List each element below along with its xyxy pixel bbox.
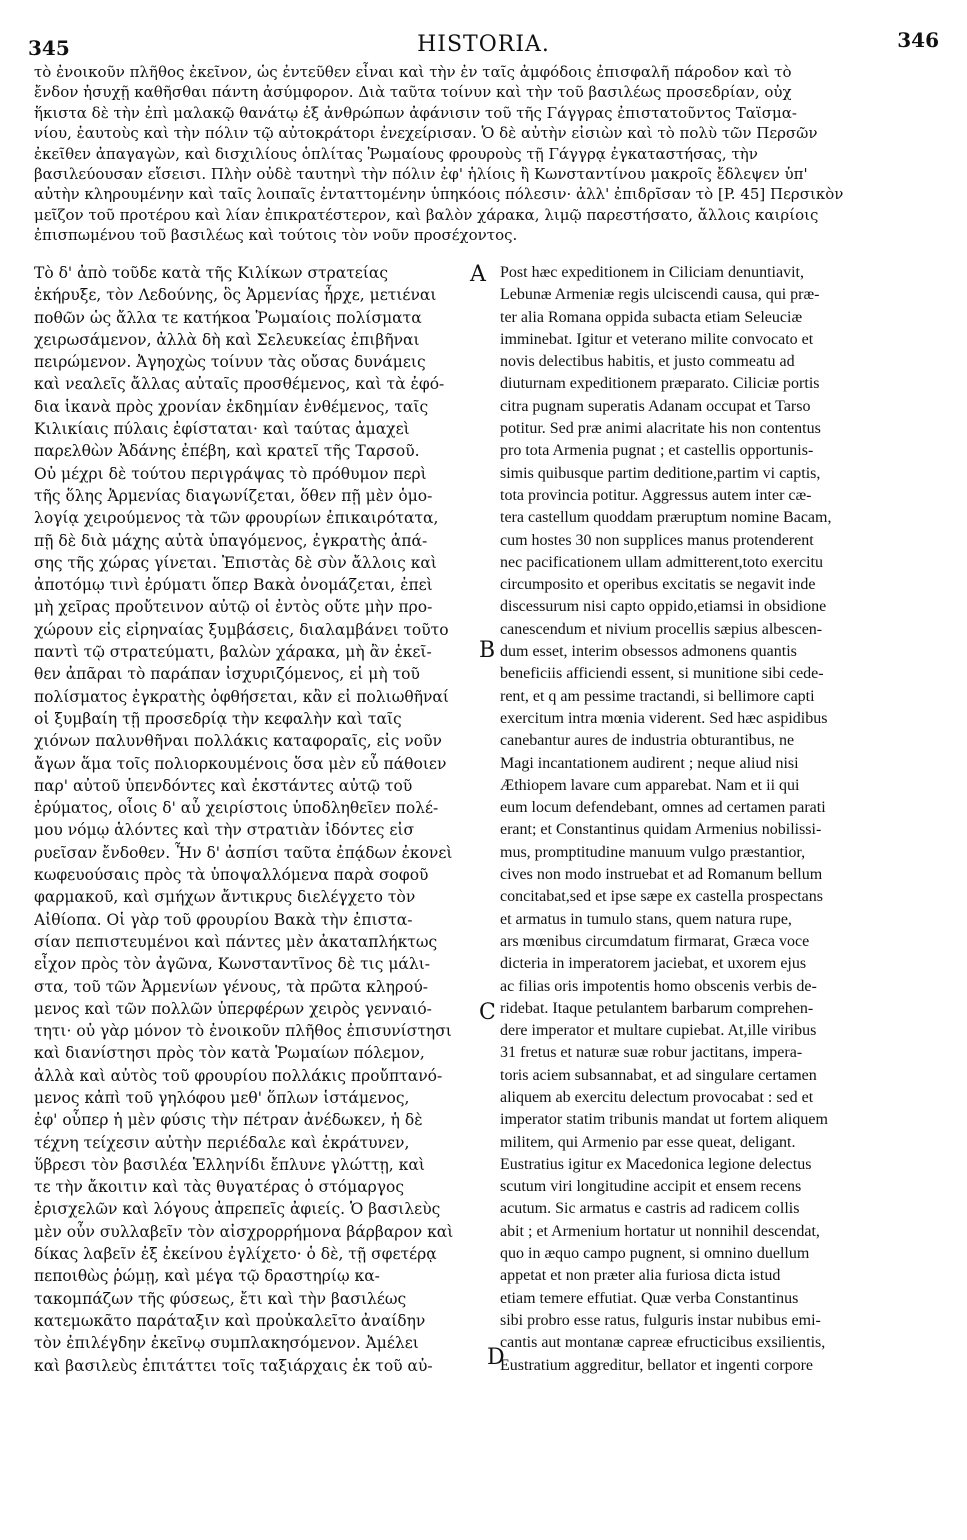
greek-text-line: λογίᾳ χειρούμενος τὰ τῶν φρουρίων ἐπικαιρότατα, (34, 509, 439, 528)
latin-text-line: cum hostes 30 non supplices manus protenderent (500, 531, 814, 549)
latin-text-line: potitur. Sed præ animi alacritate his non contentus (500, 420, 821, 438)
page-number-left: 345 (28, 36, 70, 60)
margin-marker-c: C (479, 1000, 496, 1025)
greek-text-line: δια ἱκανὰ πρὸς χρονίαν ἐκδημίαν ἐνθέμενος, ταῖς (34, 397, 429, 416)
latin-text-line: pro tota Armenia pugnat ; et castellis opportunis- (500, 442, 814, 460)
greek-text-line: μενος καὶ τῶν πολλῶν ὑπερφέρων χειρὸς γενναιό- (34, 999, 432, 1018)
greek-text-line: ἄγων ἅμα τοῖς πολιορκουμένοις ὅσα μὲν εὖ πάθοιεν (34, 754, 447, 773)
latin-text-line: rent, et q am pessime tractandi, si bellimore capti (500, 687, 815, 705)
latin-text-line: mus, promptitudine manuum vulgo præstantior, (500, 843, 806, 861)
margin-marker-a: A (470, 262, 486, 287)
greek-text-line: σίαν πεπιστευμένοι καὶ πάντες μὲν ἀκαταπλήκτως (34, 932, 438, 951)
greek-text-line: Κιλικίαις πύλαις ἐφίσταται· καὶ ταύτας ἀμαχεὶ (34, 420, 410, 439)
greek-text-line: καὶ διανίστησι πρὸς τὸν κατὰ Ῥωμαίων πόλεμον, (34, 1044, 425, 1063)
greek-text-line: παρελθὼν Ἀδάνης ἐπέβη, καὶ κρατεῖ τῆς Ταρσοῦ. (34, 442, 420, 461)
greek-text-line: μὲν οὖν συλλαβεῖν τὸν αἰσχρορρήμονα βάρβαρον καὶ (34, 1222, 454, 1241)
greek-text-line: παρ' αὐτοῦ ὑπενδόντες καὶ ἐκστάντες αὐτῷ τοῦ (34, 776, 413, 795)
greek-text-line: πολίσματος ἐγκρατὴς ὀφθήσεται, κἂν εἰ πολιωθῆναί (34, 687, 449, 706)
text-line: βασιλεύουσαν εἴσεισι. Πλὴν οὐδὲ ταυτηνὶ τὴν πόλιν ἐφ' ἡλίοις ἢ Κωνσταντίνου μακροῖς ἔδλεψεν ὑπ' (34, 165, 808, 184)
latin-text-line: ars mœnibus circumdatum firmarat, Græca voce (500, 932, 810, 950)
latin-text-line: toris aciem subsannabat, et ad singulare certamen (500, 1066, 817, 1084)
greek-text-line: Αἰθίοπα. Οἱ γὰρ τοῦ φρουρίου Βακὰ τὴν ἐπιστα- (34, 910, 413, 929)
latin-text-line: eum locum defendebant, omnes ad certamen parati (500, 799, 826, 817)
latin-text-line: Post hæc expeditionem in Ciliciam denuntiavit, (500, 264, 804, 281)
greek-text-line: χώρουν εἰς εἰρηναίας ξυμβάσεις, διαλαμβάνει τοῦτο (34, 620, 449, 639)
greek-text-line: ρυεῖσαν ἔνδοθεν. Ἦν δ' ἀσπίσι ταῦτα ἐπᾴδων ἐκονεὶ (34, 843, 453, 862)
text-line: ἥκιστα δὲ τὴν ἐπὶ μαλακῷ θανάτῳ ἐξ ἀνθρώπων ἀφάνισιν τοῦ τῆς Γάγγρας ἐπιστατοῦντος Ταϊσμα- (34, 103, 797, 122)
greek-text-line: ἐφ' οὗπερ ἡ μὲν φύσις τὴν πέτραν ἀνέδωκεν, ἡ δὲ (34, 1111, 423, 1130)
latin-text-line: simis quibusque partim deditione,partim vi captis, (500, 464, 821, 482)
latin-text-line: 31 fretus et naturæ suæ robur jactitans, impera- (500, 1044, 803, 1062)
latin-text-line: abit ; et Armenium hortatur ut nonnihil descendat, (500, 1222, 820, 1240)
text-line: ἐκεῖθεν ἀπαγαγὼν, καὶ δισχιλίους ὁπλίτας Ῥωμαίους φρουροὺς τῇ Γάγγρᾳ ἐγκαταστήσας, τὴν (34, 144, 758, 163)
greek-text-line: εἶχον πρὸς τὸν ἀγῶνα, Κωνσταντῖνος δὲ τις μάλι- (34, 955, 431, 974)
greek-text-line: μενος κἀπὶ τοῦ γηλόφου μεθ' ὅπλων ἱστάμενος, (34, 1088, 410, 1107)
text-line: αὐτὴν κληρουμένην καὶ ταῖς λοιπαῖς ἐνταττομένην ὑπηκόοις πόλεσιν· ἀλλ' ἐπιδρῖσαν τὸ [P. 45] Περσικὸν (34, 185, 844, 204)
latin-text-line: imperator statim tribunis mandat ut fortem aliquem (500, 1111, 828, 1129)
greek-text-line: παντὶ τῷ στρατεύματι, βαλὼν χάρακα, μὴ ἂν ἐκεῖ- (34, 643, 432, 662)
latin-text-line: cives non modo instruebat et ad Romanum bellum (500, 866, 823, 884)
latin-text-line: ac filias oris impotentis homo obscenis verbis de- (500, 977, 817, 995)
latin-text-line: concitabat,sed et ipse sæpe ex castella prospectans (500, 888, 823, 906)
greek-text-line: ἐκήρυξε, τὸν Λεδούνης, ὃς Ἀρμενίας ἦρχε, μετιέναι (34, 286, 437, 305)
latin-text-line: circumposito et operibus excitatis se negavit inde (500, 576, 816, 594)
greek-text-line: πειρώμενον. Ἀγηοχὼς τοίνυν τὰς οὔσας δυνάμεις (34, 353, 426, 372)
greek-text-line: καὶ νεαλεῖς ἄλλας αὐταῖς προσθέμενος, καὶ τὰ ἐφό- (34, 375, 445, 394)
latin-text-line: sibi probro esse ratus, fulguris instar nubibus emi- (500, 1311, 821, 1329)
latin-text-line: imminebat. Igitur et veterano milite convocato et (500, 330, 814, 348)
greek-text-line: τε τὴν ἄκοιτιν καὶ τὰς θυγατέρας ὁ στόμαργος (34, 1178, 405, 1197)
latin-text-line: aliquem ab exercitu delectum provocabat : sed et (500, 1088, 814, 1106)
latin-text-line: beneficiis afficiendi essent, si munitione sibi cede- (500, 665, 824, 683)
latin-text-line: Lebunæ Armeniæ regis ulciscendi causa, qui præ- (500, 286, 820, 304)
latin-text-line: Eustratius igitur ex Macedonica legione delectus (500, 1155, 812, 1173)
greek-text-line: τέχνη τείχεσιν αὐτὴν περιέδαλε καὶ ἐκράτυνεν, (34, 1133, 410, 1152)
greek-text-line: πῇ δὲ διὰ μάχης αὐτὰ ὑπαγόμενος, ἐγκρατὴς ἁπά- (34, 531, 428, 550)
latin-text-line: canebantur aures de industria obturantibus, ne (500, 732, 795, 750)
latin-text-line: appetat et non præter alia furiosa dicta istud (500, 1267, 781, 1285)
latin-text-line: canescendum et nivium procellis sæpius albescen- (500, 620, 823, 638)
greek-text-line: τὸν ἐπιλέγδην ἐκεῖνῳ συμπλακησόμενον. Ἀμέλει (34, 1334, 419, 1353)
latin-text-line: exercitum intra mœnia viderent. Sed hæc aspidibus (500, 709, 828, 727)
greek-text-line: φαρμακοῦ, καὶ σμήχων ἄντικρυς διελέγχετο τὸν (34, 888, 416, 907)
latin-text-line: ter alia Romana oppida subacta etiam Seleuciæ (500, 308, 803, 326)
page-header (28, 28, 939, 62)
greek-text-line: χειρωσάμενον, ἀλλὰ δὴ καὶ Σελευκείας ἐπιβῆναι (34, 330, 420, 349)
greek-text-line: στα, τοῦ τῶν Ἀρμενίων γένους, τὰ πρῶτα κληρού- (34, 977, 428, 996)
latin-text-line: scutum viri longitudine accipit et ensem recens (500, 1178, 802, 1196)
latin-text-line: cantis aut montanæ capreæ efructicibus exsilientis, (500, 1334, 826, 1352)
latin-text-line: erant; et Constantinus quidam Armenius nobilissi- (500, 821, 822, 839)
text-line: μεῖζον τοῦ προτέρου καὶ λίαν ἐπικρατέστερον, καὶ βαλὸν χάρακα, λιμῷ παρεστήσατο, ἄλλοις καιρίοις (34, 205, 819, 224)
greek-text-line: τητι· οὐ γὰρ μόνον τὸ ἐνοικοῦν πλῆθος ἐπισυνίστησι (34, 1022, 452, 1041)
latin-text-line: discessurum nisi capto oppido,etiamsi in obsidione (500, 598, 827, 616)
greek-text-line: καὶ βασιλεὺς ἐπιτάττει τοῖς ταξιάρχαις ἐκ τοῦ αὐ- (34, 1356, 433, 1375)
latin-text-line: ridebat. Itaque petulantem barbarum comprehen- (500, 999, 814, 1017)
latin-text-line: Æthiopem lavare cum apparebat. Nam et ii qui (500, 776, 800, 794)
latin-text-line: Magi incantationem audirent ; neque aliud nisi (500, 754, 799, 772)
margin-marker-b: B (479, 638, 496, 663)
latin-text-line: tera castellum quoddam præruptum nomine Bacam, (500, 509, 832, 527)
greek-text-line: πεποιθὼς ῥώμῃ, καὶ μέγα τῷ δραστηρίῳ κα- (34, 1267, 380, 1286)
text-line: ἐπισπωμένου τοῦ βασιλέως καὶ τούτοις τὸν νοῦν προσέχοντος. (34, 226, 518, 245)
latin-text-line: Eustratium aggreditur, bellator et ingenti corpore (500, 1356, 814, 1374)
latin-text-line: dum esset, interim obsessos admonens quantis (500, 643, 797, 661)
greek-text-line: μὴ χεῖρας προὔτεινον αὐτῷ οἱ ἐντὸς οὔτε μὴν προ- (34, 598, 433, 617)
greek-text-line: σης τῆς χώρας γίνεται. Ἐπιστὰς δὲ σὺν ἄλλοις καὶ (34, 553, 437, 572)
greek-text-line: κωφευούσαις πρὸς τὰ ὑποψαλλόμενα παρὰ σοφοῦ (34, 866, 429, 885)
latin-text-line: diuturnam expeditionem præparato. Ciliciæ portis (500, 375, 820, 393)
greek-text-line: τακομπάζων τῆς φύσεως, ἔτι καὶ τὴν βασιλέως (34, 1289, 407, 1308)
greek-text-line: ἀποτόμῳ τινὶ ἐρύματι ὅπερ Βακὰ ὀνομάζεται, ἐπεὶ (34, 576, 433, 595)
greek-text-line: ἐρισχελῶν καὶ λόγους ἀπρεπεῖς ἀφιείς. Ὁ βασιλεὺς (34, 1200, 441, 1219)
latin-text-line: etiam temere effutiat. Quæ verba Constantinus (500, 1289, 799, 1307)
running-head: HISTORIA. (417, 32, 550, 57)
full-width-paragraph (34, 62, 934, 246)
latin-text-line: acutum. Sic armatus e castris ad radicem collis (500, 1200, 800, 1218)
greek-text-line: δίκας λαβεῖν ἐξ ἐκείνου ἐγλίχετο· ὁ δὲ, τῇ σφετέρᾳ (34, 1245, 437, 1264)
text-line: ἔνδον ἡσυχῇ καθῆσθαι πάντη ἀσύμφορον. Διὰ ταῦτα τοίνυν καὶ τὴν τοῦ βασιλέως προσεδρίαν, οὐχ (34, 83, 792, 102)
greek-column (34, 262, 486, 1377)
margin-marker-d: D (487, 1345, 505, 1370)
greek-text-line: χιόνων παλυνθῆναι πολλάκις καταφοραῖς, εἰς νοῦν (34, 732, 442, 751)
greek-text-line: Τὸ δ' ἀπὸ τοῦδε κατὰ τῆς Κιλίκων στρατείας (34, 264, 389, 282)
greek-text-line: Οὐ μέχρι δὲ τούτου περιγράψας τὸ πρόθυμον περὶ (34, 464, 427, 483)
latin-text-line: nec pacificationem ullam admitterent,toto exercitu (500, 553, 823, 571)
greek-text-line: θεν ἀπᾶραι τὸ παράπαν ἰσχυριζόμενος, εἰ μὴ τοῦ (34, 665, 420, 684)
latin-text-line: tota provincia potitur. Aggressus autem inter cæ- (500, 486, 812, 504)
text-line: τὸ ἐνοικοῦν πλῆθος ἐκεῖνον, ὡς ἐντεῦθεν εἶναι καὶ τὴν ἐν ταῖς ἀμφόδοις ἐπισφαλῆ πάροδον καὶ τὸ (34, 63, 792, 81)
latin-text-line: dicteria in imperatorem jaciebat, et uxorem ejus (500, 955, 807, 973)
greek-text-line: ἀλλὰ καὶ αὐτὸς τοῦ φρουρίου πολλάκις προὔπτανό- (34, 1066, 443, 1085)
greek-text-line: κατεμωκᾶτο παράταξιν καὶ προὐκαλεῖτο ἀναίδην (34, 1311, 426, 1330)
greek-text-line: οἱ ξυμβαίη τῇ προσεδρίᾳ τὴν κεφαλὴν καὶ ταῖς (34, 709, 402, 728)
latin-text-line: militem, qui Armenio par esse queat, deligant. (500, 1133, 796, 1151)
greek-text-line: μου νόμῳ ἁλόντες καὶ τὴν στρατιὰν ἰδόντες εἰσ (34, 821, 415, 840)
greek-text-line: ὕβρεσι τὸν βασιλέα Ἑλληνίδι ἔπλυνε γλώττῃ, καὶ (34, 1155, 425, 1174)
greek-text-line: ἐρύματος, οἷοις δ' αὖ χειρίστοις ὑποδληθεῖεν πολέ- (34, 799, 439, 818)
latin-text-line: novis delectibus habitis, et justo commeatu ad (500, 353, 795, 371)
text-line: νίου, ἑαυτοὺς καὶ τὴν πόλιν τῷ αὐτοκράτορι ἐνεχείρισαν. Ὁ δὲ αὐτὴν εἰσιὼν καὶ τὸ πολὺ τῶν Περσῶν (34, 124, 818, 143)
latin-column (500, 262, 934, 1377)
latin-text-line: quo in æquo campo pugnent, si omnino duellum (500, 1245, 810, 1263)
greek-text-line: τῆς ὅλης Ἀρμενίας διαγωνίζεται, ὅθεν πῇ μὲν ὁμο- (34, 486, 433, 505)
page-number-right: 346 (897, 28, 939, 52)
latin-text-line: citra pugnam superatis Adanam occupat et Tarso (500, 397, 811, 415)
latin-text-line: et armatus in tumulo stans, quem natura rupe, (500, 910, 792, 928)
latin-text-line: dere imperator et multare cupiebat. At,ille viribus (500, 1022, 817, 1040)
greek-text-line: ποθῶν ὡς ἄλλα τε κατήκοα Ῥωμαίοις πολίσματα (34, 308, 422, 327)
